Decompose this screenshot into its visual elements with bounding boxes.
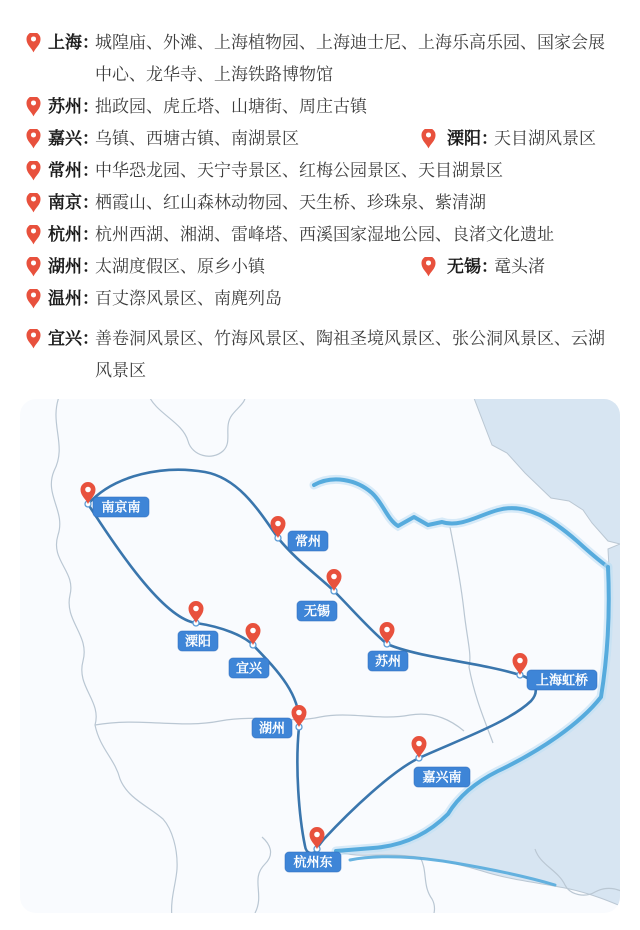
poi-row bbox=[26, 219, 616, 251]
location-pin-icon bbox=[271, 516, 286, 538]
location-pin-icon bbox=[292, 705, 307, 727]
location-pin-icon bbox=[189, 601, 204, 623]
poi-attractions: 天目湖风景区 bbox=[494, 129, 596, 148]
poi-entry-hangzhou bbox=[26, 219, 616, 251]
location-pin-icon bbox=[26, 289, 41, 309]
location-pin-icon bbox=[26, 33, 41, 53]
map-station-shanghai-hongqiao[interactable] bbox=[513, 653, 598, 690]
poi-entry-wuxi bbox=[421, 251, 616, 283]
station-label bbox=[297, 601, 337, 621]
poi-row bbox=[26, 251, 616, 283]
poi-city-name: 上海： bbox=[48, 33, 99, 52]
svg-text:苏州: 苏州 bbox=[374, 653, 402, 669]
poi-attractions: 拙政园、虎丘塔、山塘街、周庄古镇 bbox=[95, 97, 367, 116]
poi-city-name: 宜兴： bbox=[48, 329, 99, 348]
poi-attractions: 百丈漈风景区、南麂列岛 bbox=[95, 289, 282, 308]
map-station-suzhou[interactable] bbox=[368, 622, 408, 671]
location-pin-icon bbox=[26, 329, 41, 349]
svg-text:杭州东: 杭州东 bbox=[293, 854, 333, 870]
poi-entry-huzhou bbox=[26, 251, 421, 283]
poi-city-name: 湖州： bbox=[48, 257, 99, 276]
location-pin-icon bbox=[513, 653, 528, 675]
poi-attractions: 城隍庙、外滩、上海植物园、上海迪士尼、上海乐高乐园、国家会展中心、龙华寺、上海铁路博物馆 bbox=[95, 33, 605, 84]
poi-city-name: 杭州： bbox=[48, 225, 99, 244]
poi-city-name: 温州： bbox=[48, 289, 99, 308]
location-pin-icon bbox=[421, 129, 436, 149]
poi-list bbox=[0, 0, 640, 387]
map-station-changzhou[interactable] bbox=[271, 516, 329, 551]
poi-entry-changzhou bbox=[26, 155, 616, 187]
svg-text:上海虹桥: 上海虹桥 bbox=[535, 672, 589, 688]
location-pin-icon bbox=[26, 193, 41, 213]
location-pin-icon bbox=[26, 129, 41, 149]
province-border bbox=[420, 857, 435, 913]
svg-text:溧阳: 溧阳 bbox=[184, 633, 212, 649]
poi-attractions: 鼋头渚 bbox=[494, 257, 545, 276]
station-label bbox=[93, 497, 149, 517]
poi-row bbox=[26, 123, 616, 155]
poi-row bbox=[26, 91, 616, 123]
poi-attractions: 乌镇、西塘古镇、南湖景区 bbox=[95, 129, 299, 148]
location-pin-icon bbox=[421, 257, 436, 277]
station-label bbox=[527, 670, 597, 690]
svg-text:无锡: 无锡 bbox=[303, 603, 331, 619]
svg-text:宜兴: 宜兴 bbox=[235, 660, 263, 676]
poi-row bbox=[26, 27, 616, 91]
poi-row bbox=[26, 187, 616, 219]
poi-city-name: 常州： bbox=[48, 161, 99, 180]
map-station-nanjingnan[interactable] bbox=[81, 482, 150, 517]
poi-city-name: 无锡： bbox=[447, 257, 498, 276]
poi-entry-wenzhou bbox=[26, 283, 616, 315]
poi-attractions: 中华恐龙园、天宁寺景区、红梅公园景区、天目湖景区 bbox=[95, 161, 503, 180]
poi-attractions: 杭州西湖、湘湖、雷峰塔、西溪国家湿地公园、良渚文化遗址 bbox=[95, 225, 554, 244]
poi-attractions: 太湖度假区、原乡小镇 bbox=[95, 257, 265, 276]
poi-city-name: 南京： bbox=[48, 193, 99, 212]
map-station-yixing[interactable] bbox=[229, 623, 269, 678]
station-label bbox=[252, 718, 292, 738]
poi-entry-shanghai bbox=[26, 27, 616, 91]
province-border bbox=[51, 399, 177, 913]
map-station-jiaxingnan[interactable] bbox=[412, 736, 471, 787]
province-border bbox=[255, 837, 271, 913]
station-label bbox=[414, 767, 470, 787]
poi-entry-jiaxing bbox=[26, 123, 421, 155]
poi-row bbox=[26, 283, 616, 315]
location-pin-icon bbox=[26, 97, 41, 117]
route-map bbox=[20, 399, 620, 913]
poi-row bbox=[26, 323, 616, 387]
svg-text:常州: 常州 bbox=[294, 533, 322, 549]
station-label bbox=[368, 651, 408, 671]
poi-row bbox=[26, 155, 616, 187]
station-label bbox=[229, 658, 269, 678]
station-label bbox=[285, 852, 341, 872]
poi-entry-liyang bbox=[421, 123, 616, 155]
location-pin-icon bbox=[26, 225, 41, 245]
location-pin-icon bbox=[26, 257, 41, 277]
svg-text:湖州: 湖州 bbox=[258, 720, 286, 736]
svg-text:南京南: 南京南 bbox=[101, 499, 141, 515]
province-border bbox=[148, 399, 245, 456]
poi-city-name: 嘉兴： bbox=[48, 129, 99, 148]
location-pin-icon bbox=[26, 161, 41, 181]
poi-entry-yixing bbox=[26, 323, 616, 387]
poi-city-name: 苏州： bbox=[48, 97, 99, 116]
station-label bbox=[288, 531, 328, 551]
province-border bbox=[450, 527, 493, 743]
location-pin-icon bbox=[310, 827, 325, 849]
poi-city-name: 溧阳： bbox=[447, 129, 498, 148]
svg-text:嘉兴南: 嘉兴南 bbox=[422, 769, 462, 785]
poi-attractions: 栖霞山、红山森林动物园、天生桥、珍珠泉、紫清湖 bbox=[95, 193, 486, 212]
poi-entry-suzhou bbox=[26, 91, 616, 123]
poi-attractions: 善卷洞风景区、竹海风景区、陶祖圣境风景区、张公洞风景区、云湖风景区 bbox=[95, 329, 605, 380]
station-label bbox=[178, 631, 218, 651]
sea-area-east bbox=[472, 399, 620, 547]
poi-entry-nanjing bbox=[26, 187, 616, 219]
